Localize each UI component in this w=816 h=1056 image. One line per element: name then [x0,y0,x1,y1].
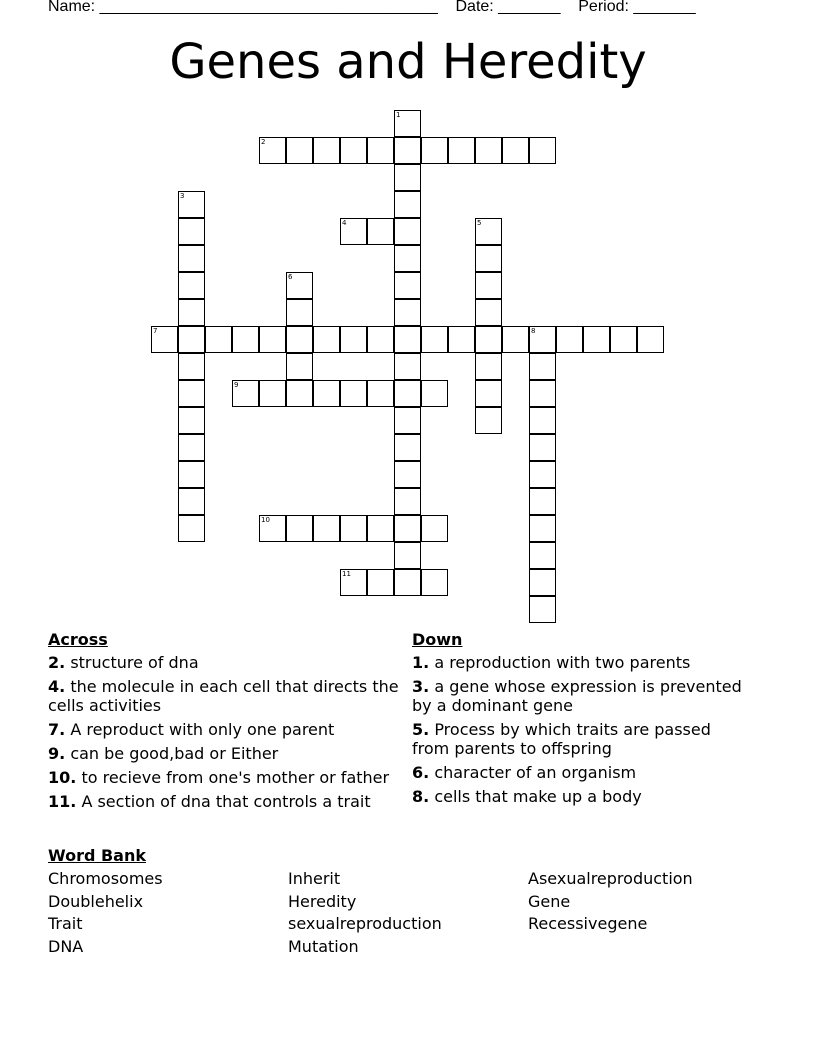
crossword-cell[interactable] [529,488,556,515]
clue-number: 1. [412,653,430,672]
crossword-cell[interactable] [340,137,367,164]
crossword-cell[interactable] [340,380,367,407]
crossword-cell[interactable] [313,326,340,353]
crossword-cell[interactable] [529,353,556,380]
crossword-cell[interactable] [259,380,286,407]
crossword-cell[interactable] [421,137,448,164]
crossword-cell[interactable] [394,542,421,569]
crossword-cell[interactable] [421,569,448,596]
crossword-cell[interactable] [178,461,205,488]
crossword-cell[interactable] [340,515,367,542]
crossword-cell[interactable] [178,434,205,461]
crossword-cell[interactable] [475,137,502,164]
word-bank-word: Heredity [288,891,357,911]
clue-number-label: 4 [342,219,347,227]
crossword-cell[interactable] [421,515,448,542]
crossword-cell[interactable] [475,245,502,272]
crossword-cell[interactable] [286,272,313,299]
crossword-cell[interactable] [475,272,502,299]
clue-number-label: 6 [288,273,293,281]
crossword-cell[interactable] [394,569,421,596]
word-bank-column [528,868,693,936]
student-info-line: Name: ______________________________________ Date: _______ Period: _______ [48,0,696,15]
clue-number: 5. [412,720,430,739]
clue-number-label: 7 [153,327,158,335]
down-heading: Down [412,630,463,649]
word-bank-word: sexualreproduction [288,914,442,933]
crossword-cell[interactable] [313,515,340,542]
crossword-cell[interactable] [232,380,259,407]
clue-number: 11. [48,792,77,811]
across-clues [48,630,400,816]
crossword-cell[interactable] [286,380,313,407]
crossword-cell[interactable] [448,137,475,164]
clue-number-label: 9 [234,381,239,389]
clue-text: cells that make up a body [434,787,642,806]
crossword-cell[interactable] [286,137,313,164]
clue-number: 6. [412,763,430,782]
across-clue [48,720,400,739]
crossword-cell[interactable] [178,218,205,245]
crossword-cell[interactable] [178,380,205,407]
clue-number-label: 3 [180,192,185,200]
crossword-cell[interactable] [475,218,502,245]
clue-text: Process by which traits are passed from parents to offspring [412,720,711,758]
crossword-cell[interactable] [529,407,556,434]
down-clues [412,630,752,811]
word-bank-word: Doublehelix [48,891,144,911]
crossword-cell[interactable] [313,380,340,407]
clue-number: 4. [48,677,66,696]
word-bank-word: Chromosomes [48,869,163,888]
down-clue [412,653,752,672]
crossword-cell[interactable] [178,488,205,515]
across-heading: Across [48,630,108,649]
crossword-cell[interactable] [178,407,205,434]
crossword-cell[interactable] [529,542,556,569]
crossword-cell[interactable] [475,326,502,353]
crossword-cell[interactable] [394,380,421,407]
clue-number-label: 11 [342,570,351,578]
across-clue [48,653,400,672]
across-clue [48,677,400,715]
crossword-cell[interactable] [178,245,205,272]
page-title: Genes and Heredity [169,34,647,90]
crossword-cell[interactable] [394,488,421,515]
crossword-cell[interactable] [421,326,448,353]
word-bank-word: Trait [48,914,83,933]
word-bank-word: Mutation [288,936,359,956]
clue-number: 2. [48,653,66,672]
crossword-cell[interactable] [367,326,394,353]
clue-text: a gene whose expression is prevented by a dominant gene [412,677,742,715]
crossword-cell[interactable] [286,299,313,326]
crossword-cell[interactable] [475,353,502,380]
across-clue [48,792,400,811]
clue-number-label: 8 [531,327,536,335]
word-bank-column [288,868,442,958]
word-bank-word: Asexualreproduction [528,869,693,888]
clue-text: a reproduction with two parents [434,653,691,672]
clue-number: 3. [412,677,430,696]
crossword-cell[interactable] [178,299,205,326]
clue-number: 10. [48,768,77,787]
clue-text: structure of dna [70,653,199,672]
crossword-cell[interactable] [475,407,502,434]
crossword-cell[interactable] [367,569,394,596]
clue-text: A section of dna that controls a trait [81,792,371,811]
crossword-cell[interactable] [394,137,421,164]
crossword-cell[interactable] [529,461,556,488]
crossword-cell[interactable] [340,218,367,245]
crossword-cell[interactable] [286,515,313,542]
crossword-cell[interactable] [637,326,664,353]
crossword-cell[interactable] [394,191,421,218]
crossword-cell[interactable] [529,515,556,542]
crossword-cell[interactable] [583,326,610,353]
crossword-cell[interactable] [394,164,421,191]
crossword-cell[interactable] [178,515,205,542]
down-clue [412,720,752,758]
crossword-cell[interactable] [556,326,583,353]
across-clue [48,768,400,787]
word-bank-title: Word Bank [48,846,147,865]
crossword-cell[interactable] [475,380,502,407]
crossword-cell[interactable] [421,380,448,407]
crossword-cell[interactable] [394,326,421,353]
crossword-cell[interactable] [610,326,637,353]
crossword-cell[interactable] [178,326,205,353]
clue-text: the molecule in each cell that directs the cells activities [48,677,399,715]
crossword-cell[interactable] [502,326,529,353]
crossword-cell[interactable] [529,326,556,353]
crossword-cell[interactable] [394,434,421,461]
crossword-cell[interactable] [367,137,394,164]
crossword-cell[interactable] [232,326,259,353]
crossword-cell[interactable] [502,137,529,164]
crossword-cell[interactable] [394,110,421,137]
crossword-cell[interactable] [286,326,313,353]
clue-text: to recieve from one's mother or father [81,768,390,787]
crossword-cell[interactable] [367,380,394,407]
clue-text: character of an organism [434,763,637,782]
crossword-cell[interactable] [178,191,205,218]
crossword-cell[interactable] [178,353,205,380]
crossword-cell[interactable] [259,515,286,542]
clue-number: 8. [412,787,430,806]
crossword-cell[interactable] [394,245,421,272]
crossword-cell[interactable] [151,326,178,353]
crossword-cell[interactable] [340,326,367,353]
crossword-cell[interactable] [529,137,556,164]
clue-number: 9. [48,744,66,763]
across-clue [48,744,400,763]
word-bank-word: Inherit [288,869,341,888]
crossword-cell[interactable] [340,569,367,596]
word-bank-word: Recessivegene [528,914,648,933]
crossword-cell[interactable] [475,299,502,326]
crossword-cell[interactable] [529,569,556,596]
crossword-cell[interactable] [529,380,556,407]
clue-text: can be good,bad or Either [70,744,279,763]
crossword-cell[interactable] [178,272,205,299]
crossword-cell[interactable] [529,434,556,461]
crossword-cell[interactable] [394,353,421,380]
down-clue [412,763,752,782]
crossword-cell[interactable] [394,515,421,542]
crossword-cell[interactable] [448,326,475,353]
crossword-cell[interactable] [259,326,286,353]
clue-number-label: 2 [261,138,266,146]
crossword-cell[interactable] [367,218,394,245]
crossword-cell[interactable] [529,596,556,623]
crossword-cell[interactable] [394,461,421,488]
down-clue [412,787,752,806]
clue-number: 7. [48,720,66,739]
word-bank-column [48,868,163,958]
crossword-cell[interactable] [286,353,313,380]
crossword-cell[interactable] [394,218,421,245]
crossword-cell[interactable] [367,515,394,542]
crossword-cell[interactable] [394,272,421,299]
clue-number-label: 1 [396,111,401,119]
crossword-cell[interactable] [313,137,340,164]
word-bank-word: Gene [528,891,571,911]
clue-number-label: 10 [261,516,270,524]
clue-text: A reproduct with only one parent [70,720,335,739]
clue-number-label: 5 [477,219,482,227]
crossword-cell[interactable] [394,407,421,434]
crossword-cell[interactable] [259,137,286,164]
word-bank-word: DNA [48,936,84,956]
down-clue [412,677,752,715]
crossword-cell[interactable] [394,299,421,326]
crossword-cell[interactable] [205,326,232,353]
